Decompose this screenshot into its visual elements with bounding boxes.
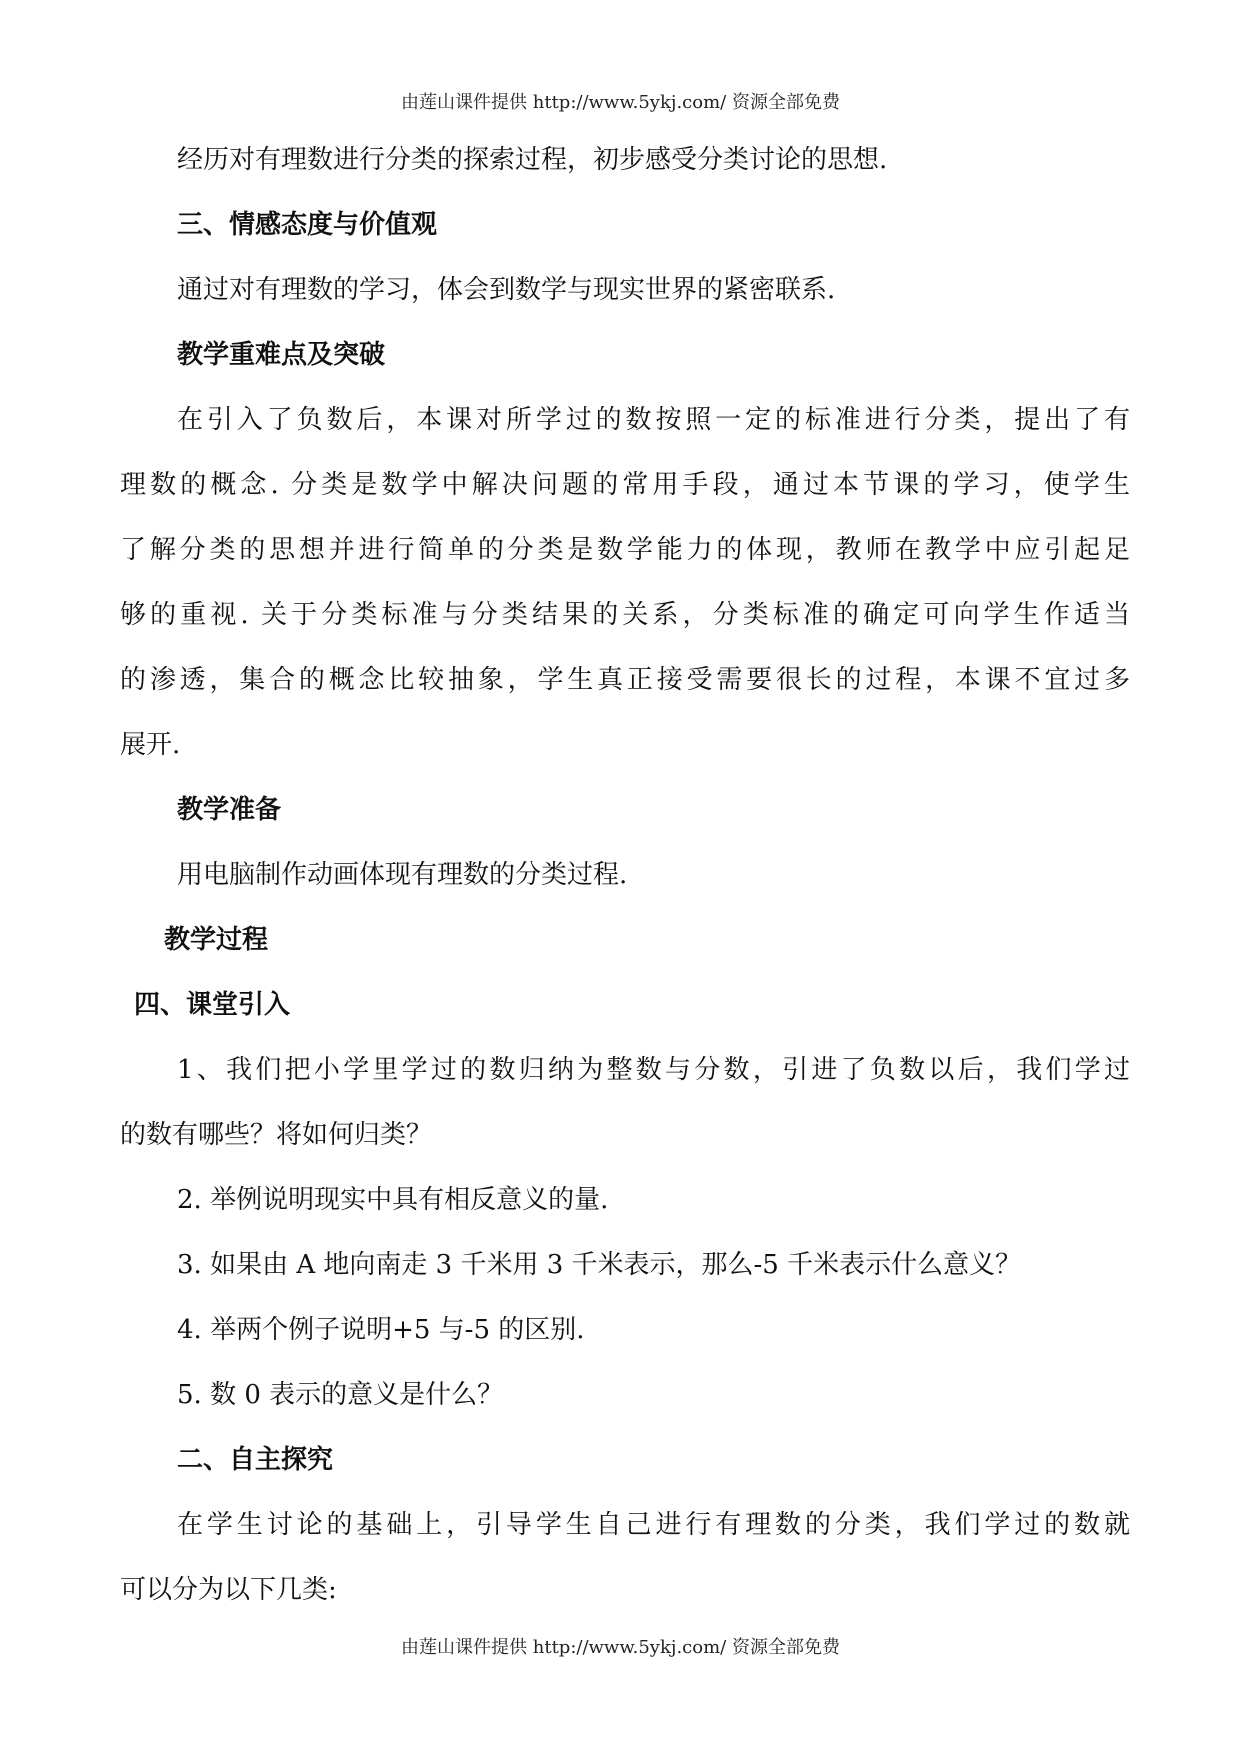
heading-self-exploration: 二、自主探究	[177, 1445, 334, 1475]
question-1-line: 1、我们把小学里学过的数归纳为整数与分数，引进了负数以后，我们学过	[177, 1055, 1130, 1085]
paragraph-exploration-line: 在学生讨论的基础上，引导学生自己进行有理数的分类，我们学过的数就	[177, 1510, 1130, 1540]
paragraph-preparation: 用电脑制作动画体现有理数的分类过程.	[177, 860, 628, 890]
paragraph-key-points-line: 理数的概念. 分类是数学中解决问题的常用手段，通过本节课的学习，使学生	[120, 470, 1130, 500]
paragraph-key-points-line: 展开.	[120, 730, 181, 760]
question-2: 2. 举例说明现实中具有相反意义的量.	[177, 1185, 609, 1215]
paragraph-key-points-line: 在引入了负数后，本课对所学过的数按照一定的标准进行分类，提出了有	[177, 405, 1130, 435]
heading-attitude-values: 三、情感态度与价值观	[177, 210, 438, 240]
heading-preparation: 教学准备	[177, 795, 282, 825]
question-4: 4. 举两个例子说明+5 与-5 的区别.	[177, 1315, 585, 1345]
heading-key-points: 教学重难点及突破	[177, 340, 386, 370]
page-header: 由莲山课件提供 http://www.5ykj.com/ 资源全部免费	[401, 92, 840, 113]
heading-class-intro: 四、课堂引入	[134, 990, 291, 1020]
heading-teaching-process: 教学过程	[164, 925, 269, 955]
paragraph-exploration-line: 可以分为以下几类:	[120, 1575, 337, 1605]
paragraph-key-points-line: 了解分类的思想并进行简单的分类是数学能力的体现，教师在教学中应引起足	[120, 535, 1130, 565]
paragraph-key-points-line: 的渗透，集合的概念比较抽象，学生真正接受需要很长的过程，本课不宜过多	[120, 665, 1130, 695]
paragraph-attitude: 通过对有理数的学习，体会到数学与现实世界的紧密联系.	[177, 275, 836, 305]
page-footer: 由莲山课件提供 http://www.5ykj.com/ 资源全部免费	[401, 1637, 840, 1658]
document-body	[120, 128, 1130, 1623]
question-1-line: 的数有哪些？将如何归类？	[120, 1120, 433, 1150]
question-5: 5. 数 0 表示的意义是什么？	[177, 1380, 504, 1410]
paragraph-process-goal: 经历对有理数进行分类的探索过程，初步感受分类讨论的思想.	[177, 145, 888, 175]
paragraph-key-points-line: 够的重视. 关于分类标准与分类结果的关系，分类标准的确定可向学生作适当	[120, 600, 1130, 630]
question-3: 3. 如果由 A 地向南走 3 千米用 3 千米表示，那么-5 千米表示什么意义？	[177, 1250, 1022, 1280]
